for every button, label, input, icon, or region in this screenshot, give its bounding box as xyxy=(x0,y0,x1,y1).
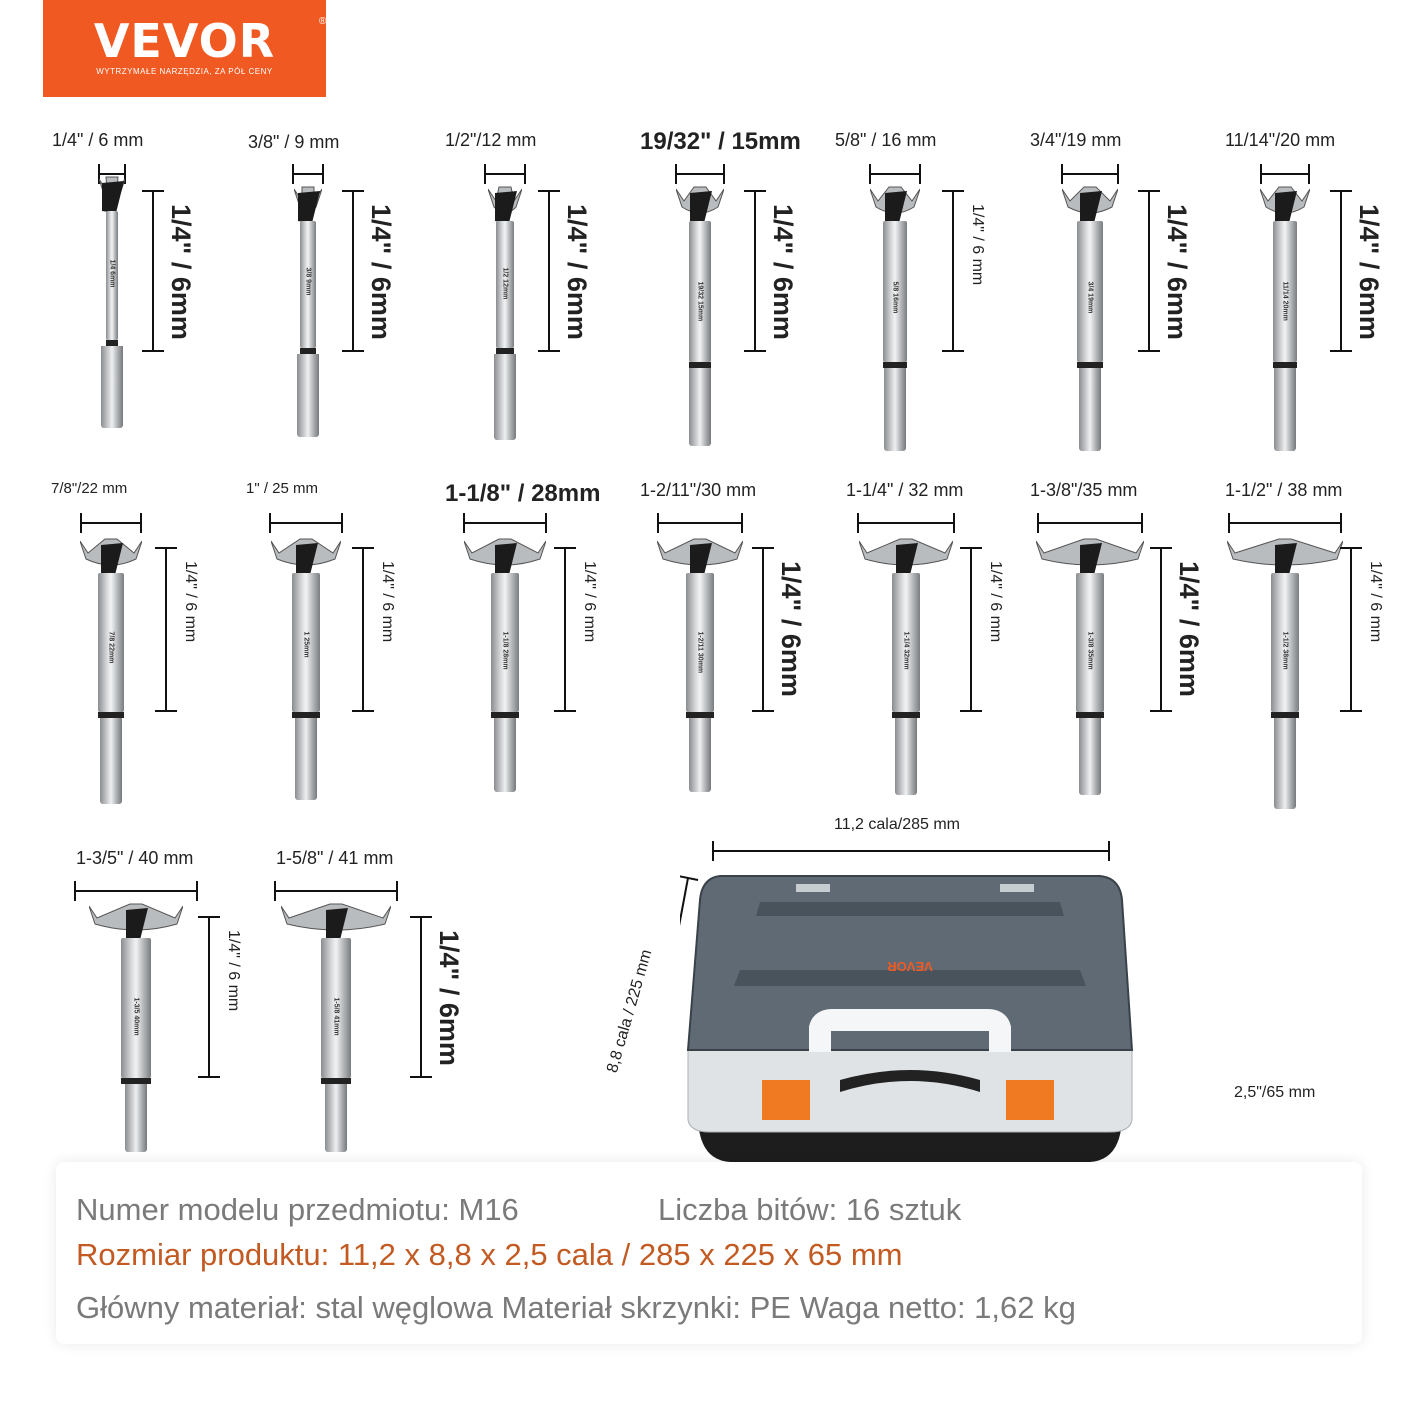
shank-dimension-line xyxy=(952,190,954,352)
shank-size-label: 1/4" / 6mm xyxy=(1354,204,1384,340)
shank-dimension-line xyxy=(970,547,972,712)
shank-dimension-line xyxy=(362,547,364,712)
shank-dimension-line xyxy=(548,190,550,352)
bit-stamp: 1-3/8 35mm xyxy=(1086,631,1094,670)
case-height-dimension-line xyxy=(680,878,688,1134)
shank-size-label: 1/4" / 6mm xyxy=(366,204,396,340)
shank-size-label: 1/4" / 6 mm xyxy=(969,204,986,286)
model-number: Numer modelu przedmiotu: M16 xyxy=(76,1192,519,1227)
specs-panel xyxy=(56,1162,1362,1344)
bit-count: Liczba bitów: 16 sztuk xyxy=(658,1192,962,1227)
bit-stamp: 1-2/11 30mm xyxy=(696,631,704,674)
bit-shank xyxy=(494,718,516,792)
bit-shank xyxy=(895,718,917,795)
bit-shank xyxy=(101,346,123,428)
shank-size-label: 1/4" / 6mm xyxy=(562,204,592,340)
bit-cutter-head xyxy=(271,537,341,577)
bit-shank xyxy=(689,368,711,446)
bit-stamp: 19/32 15mm xyxy=(696,281,704,322)
bit-diameter-dimension-line xyxy=(274,890,398,892)
shank-dimension-line xyxy=(152,190,154,352)
bit-shank xyxy=(1079,718,1101,795)
bit-stamp: 1-1/2 38mm xyxy=(1281,631,1289,670)
shank-size-label: 1/4" / 6mm xyxy=(776,561,806,697)
bit-stamp: 1/4 6mm xyxy=(108,259,116,288)
material-weight: Główny materiał: stal węglowa Materiał skrzynki: PE Waga netto: 1,62 kg xyxy=(76,1290,1076,1325)
shank-size-label: 1/4" / 6mm xyxy=(434,930,464,1066)
vevor-logo xyxy=(43,0,326,97)
bit-diameter-text: 1-3/8"/35 mm xyxy=(1030,480,1138,500)
bit-stamp: 1/2 12mm xyxy=(501,267,509,300)
case-lid-front xyxy=(688,1050,1132,1132)
bit-diameter-text: 1-1/4" / 32 mm xyxy=(846,480,964,500)
case-width-label: 11,2 cala/285 mm xyxy=(834,816,960,833)
bit-diameter-dimension-line xyxy=(1260,173,1310,175)
bit-diameter-dimension-line xyxy=(292,173,324,175)
bit-cutter-head xyxy=(1062,185,1118,225)
bit-diameter-dimension-line xyxy=(80,522,142,524)
bit-diameter-text: 5/8" / 16 mm xyxy=(835,130,937,150)
left-latch xyxy=(762,1080,810,1120)
bit-diameter-text: 3/4"/19 mm xyxy=(1030,130,1122,150)
bit-diameter-text: 1-3/5" / 40 mm xyxy=(76,848,194,868)
shank-dimension-line xyxy=(754,190,756,352)
bit-diameter-text: 7/8"/22 mm xyxy=(51,480,128,497)
bit-diameter-dimension-line xyxy=(657,522,743,524)
bit-shank xyxy=(295,718,317,800)
shank-dimension-line xyxy=(762,547,764,712)
case-depth-label: 2,5"/65 mm xyxy=(1234,1084,1316,1101)
bit-stamp: 7/8 22mm xyxy=(107,631,115,664)
shank-dimension-line xyxy=(165,547,167,712)
bit-shank xyxy=(1079,368,1101,451)
bit-diameter-text: 1/4" / 6 mm xyxy=(52,130,144,150)
bit-diameter-dimension-line xyxy=(484,173,526,175)
shank-size-label: 1/4" / 6mm xyxy=(768,204,798,340)
bit-cutter-head xyxy=(99,175,125,215)
logo-text: VEVOR xyxy=(93,14,276,68)
shank-dimension-line xyxy=(208,916,210,1078)
bit-cutter-head xyxy=(657,537,743,577)
shank-size-label: 1/4" / 6mm xyxy=(166,204,196,340)
shank-dimension-line xyxy=(352,190,354,352)
bit-diameter-dimension-line xyxy=(74,890,198,892)
bit-stamp: 1-5/8 41mm xyxy=(332,997,340,1036)
bit-diameter-text: 1/2"/12 mm xyxy=(445,130,537,150)
bit-cutter-head xyxy=(676,185,724,225)
bit-cutter-head xyxy=(1036,537,1144,577)
bit-diameter-text: 1-1/8" / 28mm xyxy=(445,480,601,507)
bit-cutter-head xyxy=(464,537,546,577)
bit-stamp: 1 25mm xyxy=(302,631,310,658)
shank-dimension-line xyxy=(564,547,566,712)
bit-stamp: 5/8 16mm xyxy=(891,281,899,314)
bit-shank xyxy=(297,354,319,437)
bit-shank xyxy=(494,354,516,440)
shank-dimension-line xyxy=(1160,547,1162,712)
logo-tagline: WYTRZYMAŁE NARZĘDZIA, ZA PÓŁ CENY xyxy=(96,67,273,76)
registered-mark: ® xyxy=(319,16,327,27)
bit-diameter-dimension-line xyxy=(1061,173,1119,175)
bit-cutter-head xyxy=(294,185,322,225)
bit-shank xyxy=(1274,718,1296,809)
shank-dimension-line xyxy=(1350,547,1352,712)
shank-size-label: 1/4" / 6 mm xyxy=(182,561,199,643)
bit-diameter-text: 1-5/8" / 41 mm xyxy=(276,848,394,868)
bit-stamp: 1-3/5 40mm xyxy=(132,997,140,1036)
bit-stamp: 1-1/4 32mm xyxy=(902,631,910,670)
bit-diameter-dimension-line xyxy=(675,173,725,175)
bit-cutter-head xyxy=(89,902,183,942)
storage-case-image xyxy=(680,870,1140,1170)
shank-size-label: 1/4" / 6 mm xyxy=(1367,561,1384,643)
shank-dimension-line xyxy=(1148,190,1150,352)
bit-cutter-head xyxy=(488,185,522,225)
bit-cutter-head xyxy=(870,185,920,225)
shank-dimension-line xyxy=(420,916,422,1078)
bit-shank xyxy=(325,1084,347,1152)
case-width-dimension-line xyxy=(712,850,1110,852)
bit-diameter-text: 19/32" / 15mm xyxy=(640,128,801,155)
bit-diameter-text: 1-1/2" / 38 mm xyxy=(1225,480,1343,500)
bit-diameter-dimension-line xyxy=(869,173,921,175)
product-size: Rozmiar produktu: 11,2 x 8,8 x 2,5 cala / 285 x 225 x 65 mm xyxy=(76,1237,903,1272)
shank-size-label: 1/4" / 6 mm xyxy=(581,561,598,643)
bit-diameter-dimension-line xyxy=(857,522,955,524)
shank-size-label: 1/4" / 6mm xyxy=(1174,561,1204,697)
bit-diameter-text: 1" / 25 mm xyxy=(246,480,319,497)
bit-diameter-text: 1-2/11"/30 mm xyxy=(640,480,757,500)
case-lid-brand: VEVOR xyxy=(887,959,933,974)
shank-size-label: 1/4" / 6mm xyxy=(1162,204,1192,340)
bit-stamp: 11/14 20mm xyxy=(1281,281,1289,321)
bit-diameter-dimension-line xyxy=(1037,522,1143,524)
bit-shank xyxy=(1274,368,1296,451)
shank-dimension-line xyxy=(1340,190,1342,352)
bit-cutter-head xyxy=(859,537,953,577)
shank-size-label: 1/4" / 6 mm xyxy=(225,930,242,1012)
bit-stamp: 1-1/8 28mm xyxy=(501,631,509,670)
bit-cutter-head xyxy=(1227,537,1343,577)
bit-cutter-head xyxy=(281,902,391,942)
bit-diameter-dimension-line xyxy=(269,522,343,524)
right-latch xyxy=(1006,1080,1054,1120)
bit-diameter-text: 11/14"/20 mm xyxy=(1225,130,1336,150)
bit-cutter-head xyxy=(80,537,142,577)
bit-diameter-dimension-line xyxy=(1228,522,1342,524)
bit-shank xyxy=(100,718,122,804)
shank-size-label: 1/4" / 6 mm xyxy=(379,561,396,643)
bit-shank xyxy=(689,718,711,792)
bit-cutter-head xyxy=(1260,185,1310,225)
bit-shank xyxy=(125,1084,147,1152)
bit-diameter-dimension-line xyxy=(463,522,547,524)
bit-stamp: 3/4 19mm xyxy=(1086,281,1094,314)
bit-shank xyxy=(884,368,906,451)
bit-diameter-text: 3/8" / 9 mm xyxy=(248,132,340,152)
case-height-label: 8,8 cala / 225 mm xyxy=(604,947,656,1075)
shank-size-label: 1/4" / 6 mm xyxy=(987,561,1004,643)
bit-stamp: 3/8 9mm xyxy=(304,267,312,296)
